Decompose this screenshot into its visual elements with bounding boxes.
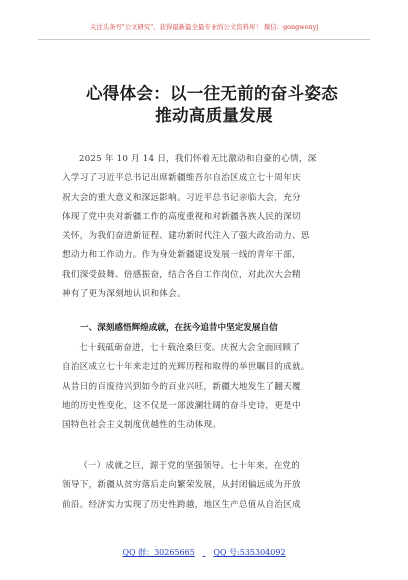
paragraph-line: 从昔日的百废待兴到如今的百业兴旺，新疆大地发生了翻天覆 [62, 381, 301, 392]
title-line-1: 心得体会：以一往无前的奋斗姿态 [86, 84, 338, 103]
paragraph-line: 神有了更为深刻地认识和体会。 [62, 289, 186, 300]
paragraph-line: 体现了党中央对新疆工作的高度重视和对新疆各族人民的深切 [62, 211, 301, 222]
paragraph-line: 关怀，为我们奋进新征程、建功新时代注入了强大政治动力、思 [62, 231, 310, 242]
paragraph-line: 国特色社会主义制度优越性的生动体现。 [62, 420, 222, 431]
paragraph-line: （一）成就之巨，源于党的坚强领导。七十年来，在党的 [79, 461, 301, 471]
footer-contact [0, 547, 408, 558]
paragraph-line: 七十载砥砺奋进，七十载沧桑巨变。庆祝大会全面回顾了 [79, 343, 301, 353]
paragraph-3 [62, 457, 360, 515]
qq-group-link[interactable]: QQ 群：30265665 [122, 548, 195, 557]
paragraph-1 [62, 150, 360, 304]
paragraph-line: 自治区成立七十年来走过的光辉历程和取得的举世瞩目的成就。 [62, 362, 310, 373]
paragraph-line: 祝大会的重大意义和深远影响。习近平总书记亲临大会，充分 [62, 192, 301, 203]
paragraph-line: 我们深受鼓舞、倍感振奋，结合各自工作岗位，对此次大会精 [62, 269, 301, 280]
paragraph-line: 2025 年 10 月 14 日，我们怀着无比激动和自豪的心情，深 [79, 154, 317, 164]
title-line-2: 推动高质量发展 [155, 106, 273, 125]
paragraph-line: 领导下，新疆从贫穷落后走向繁荣发展，从封闭偏远成为开放 [62, 480, 301, 491]
header-divider [38, 39, 370, 40]
paragraph-line: 入学习了习近平总书记出席新疆维吾尔自治区成立七十周年庆 [62, 173, 301, 184]
paragraph-line: 前沿。经济实力实现了历史性跨越，地区生产总值从自治区成 [62, 499, 301, 510]
paragraph-line: 想动力和工作动力。作为身处新疆建设发展一线的青年干部， [62, 250, 301, 261]
paragraph-2 [62, 339, 360, 435]
qq-number-link[interactable]: QQ 号:535304092 [213, 548, 286, 557]
header-banner: 关注头条号"公文研究"，获得最新最全最专业的公文资料库！ 微信：gongwenyj [89, 23, 319, 31]
paragraph-line: 地的历史性变化，这不仅是一部波澜壮阔的奋斗史诗，更是中 [62, 400, 301, 411]
section-heading: 一、深刻感悟辉煌成就，在抚今追昔中坚定发展自信 [80, 323, 278, 333]
